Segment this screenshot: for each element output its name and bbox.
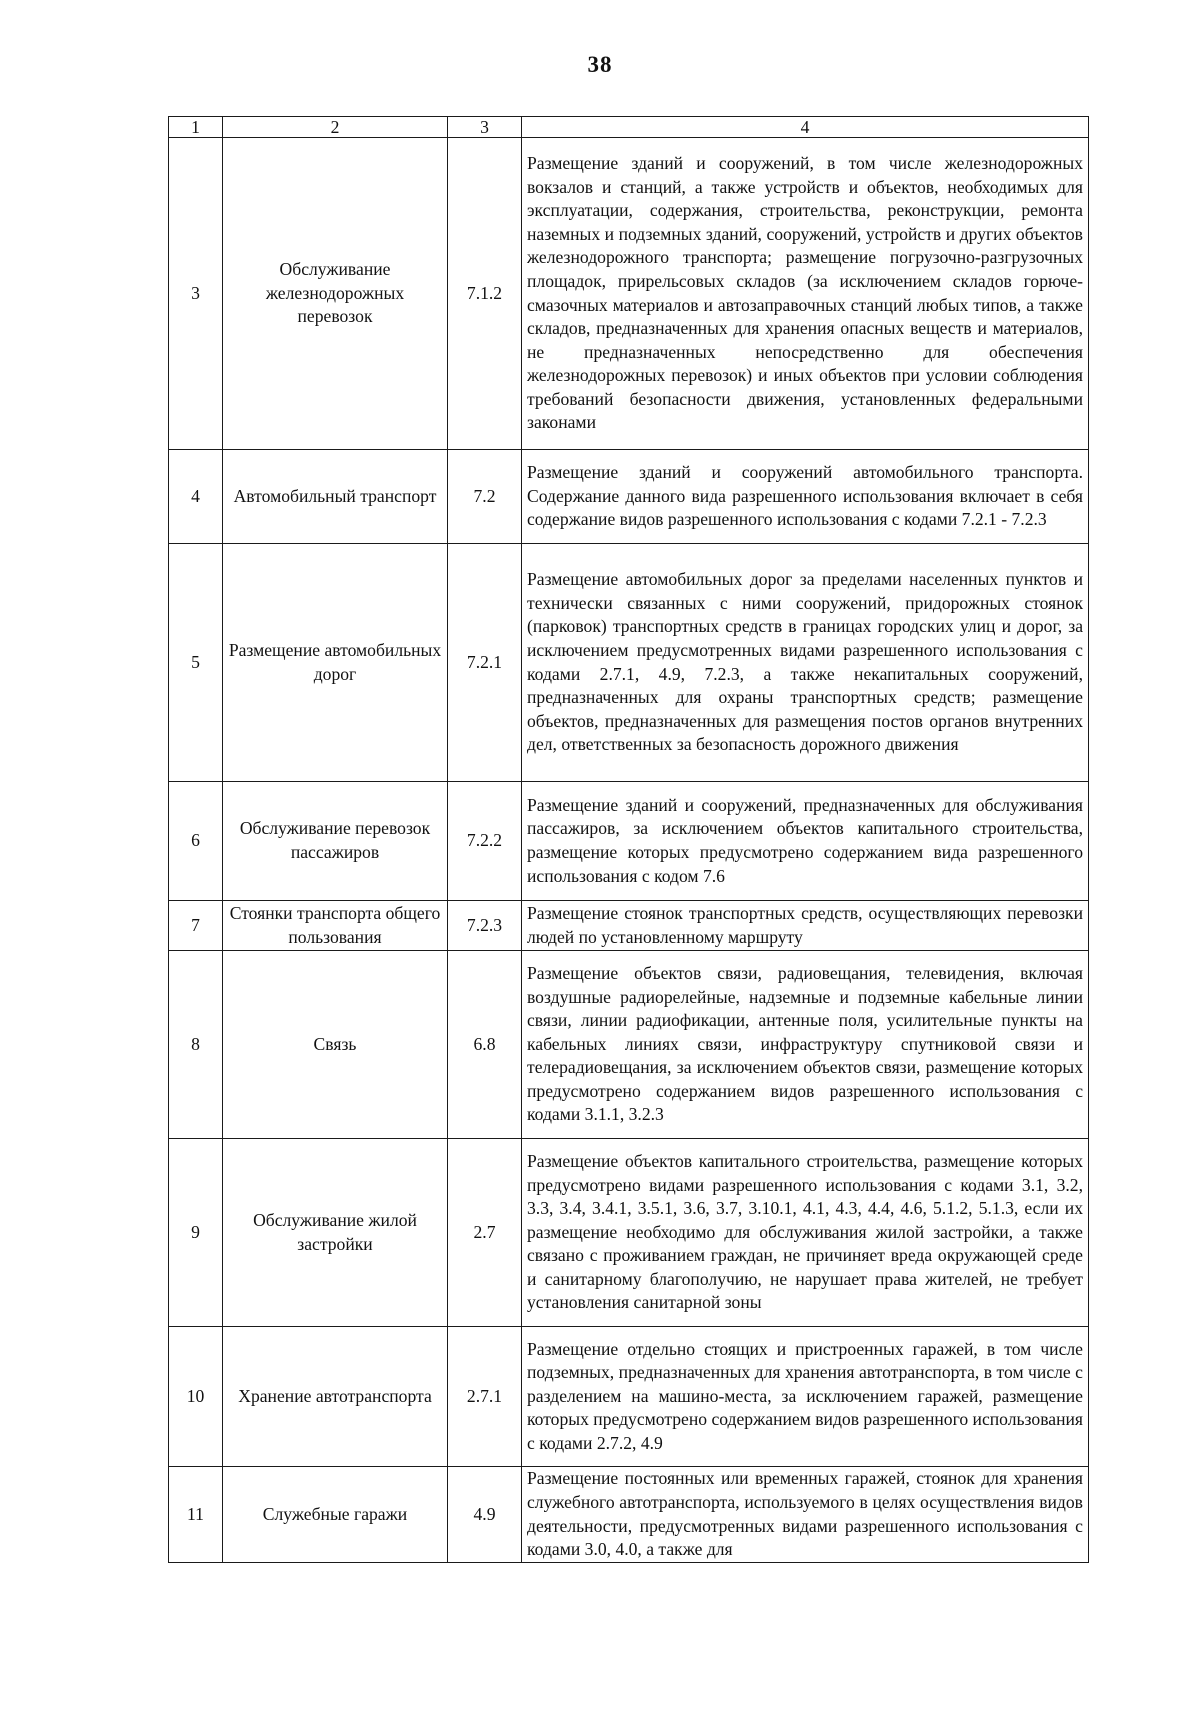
table-row [169, 1139, 1089, 1327]
row-number: 10 [169, 1327, 223, 1467]
use-type-code: 7.1.2 [448, 138, 522, 450]
use-type-code: 4.9 [448, 1467, 522, 1563]
use-type-code: 7.2 [448, 450, 522, 544]
use-type-description: Размещение стоянок транспортных средств, осуществляющих перевозки людей по установленному маршруту [522, 901, 1089, 951]
use-type-description: Размещение объектов связи, радиовещания, телевидения, включая воздушные радиорелейные, надземные и подземные кабельные линии связи, линии радиофикации, антенные поля, усилительные пункты на кабельных линиях связи, инфраструктуру спутниковой связи и телерадиовещания, за исключением объектов связи, размещение которых предусмотрено содержанием видов разрешенного использования с кодами 3.1.1, 3.2.3 [522, 951, 1089, 1139]
row-number: 11 [169, 1467, 223, 1563]
use-type-name: Хранение автотранспорта [223, 1327, 448, 1467]
use-type-code: 2.7.1 [448, 1327, 522, 1467]
use-type-name: Связь [223, 951, 448, 1139]
use-type-name: Размещение автомобильных дорог [223, 544, 448, 782]
land-use-table [168, 116, 1089, 1563]
use-type-description: Размещение зданий и сооружений автомобильного транспорта. Содержание данного вида разрешенного использования включает в себя содержание видов разрешенного использования с кодами 7.2.1 - 7.2.3 [522, 450, 1089, 544]
use-type-description: Размещение зданий и сооружений, предназначенных для обслуживания пассажиров, за исключением объектов капитального строительства, размещение которых предусмотрено содержанием вида разрешенного использования с кодом 7.6 [522, 782, 1089, 901]
table-row [169, 450, 1089, 544]
use-type-code: 7.2.2 [448, 782, 522, 901]
page-number: 38 [587, 52, 613, 77]
use-type-name: Обслуживание железнодорожных перевозок [223, 138, 448, 450]
table-row [169, 782, 1089, 901]
row-number: 5 [169, 544, 223, 782]
use-type-name: Стоянки транспорта общего пользования [223, 901, 448, 951]
row-number: 9 [169, 1139, 223, 1327]
use-type-description: Размещение отдельно стоящих и пристроенных гаражей, в том числе подземных, предназначенных для хранения автотранспорта, в том числе с разделением на машино-места, за исключением гаражей, размещение которых предусмотрено содержанием видов разрешенного использования с кодами 2.7.2, 4.9 [522, 1327, 1089, 1467]
row-number: 4 [169, 450, 223, 544]
table-row [169, 1467, 1089, 1563]
use-type-description: Размещение объектов капитального строительства, размещение которых предусмотрено видами разрешенного использования с кодами 3.1, 3.2, 3.3, 3.4, 3.4.1, 3.5.1, 3.6, 3.7, 3.10.1, 4.1, 4.3, 4.4, 4.6, 5.1.2, 5.1.3, если их размещение необходимо для обслуживания жилой застройки, а также связано с проживанием граждан, не причиняет вреда окружающей среде и санитарному благополучию, не нарушает права жителей, не требует установления санитарной зоны [522, 1139, 1089, 1327]
table-row [169, 1327, 1089, 1467]
table-row [169, 951, 1089, 1139]
use-type-name: Обслуживание перевозок пассажиров [223, 782, 448, 901]
use-type-code: 2.7 [448, 1139, 522, 1327]
use-type-description: Размещение автомобильных дорог за пределами населенных пунктов и технически связанных с ними сооружений, придорожных стоянок (парковок) транспортных средств в границах городских улиц и дорог, за исключением предусмотренных видами разрешенного использования с кодами 2.7.1, 4.9, 7.2.3, а также некапитальных сооружений, предназначенных для охраны транспортных средств; размещение объектов, предназначенных для размещения постов органов внутренних дел, ответственных за безопасность дорожного движения [522, 544, 1089, 782]
use-type-code: 6.8 [448, 951, 522, 1139]
row-number: 7 [169, 901, 223, 951]
table-row [169, 544, 1089, 782]
column-header-3: 3 [448, 117, 522, 138]
use-type-code: 7.2.1 [448, 544, 522, 782]
table-row [169, 901, 1089, 951]
table-row [169, 138, 1089, 450]
use-type-description: Размещение постоянных или временных гаражей, стоянок для хранения служебного автотранспорта, используемого в целях осуществления видов деятельности, предусмотренных видами разрешенного использования с кодами 3.0, 4.0, а также для [522, 1467, 1089, 1563]
row-number: 6 [169, 782, 223, 901]
row-number: 8 [169, 951, 223, 1139]
use-type-description: Размещение зданий и сооружений, в том числе железнодорожных вокзалов и станций, а также устройств и объектов, необходимых для эксплуатации, содержания, строительства, реконструкции, ремонта наземных и подземных зданий, сооружений, устройств и других объектов железнодорожного транспорта; размещение погрузочно-разгрузочных площадок, прирельсовых складов (за исключением складов горюче-смазочных материалов и автозаправочных станций любых типов, а также складов, предназначенных для хранения опасных веществ и материалов, не предназначенных непосредственно для обеспечения железнодорожных перевозок) и иных объектов при условии соблюдения требований безопасности движения, установленных федеральными законами [522, 138, 1089, 450]
use-type-code: 7.2.3 [448, 901, 522, 951]
row-number: 3 [169, 138, 223, 450]
use-type-name: Обслуживание жилой застройки [223, 1139, 448, 1327]
use-type-name: Служебные гаражи [223, 1467, 448, 1563]
use-type-name: Автомобильный транспорт [223, 450, 448, 544]
column-header-4: 4 [522, 117, 1089, 138]
column-header-1: 1 [169, 117, 223, 138]
column-header-2: 2 [223, 117, 448, 138]
table-header-row [169, 117, 1089, 138]
